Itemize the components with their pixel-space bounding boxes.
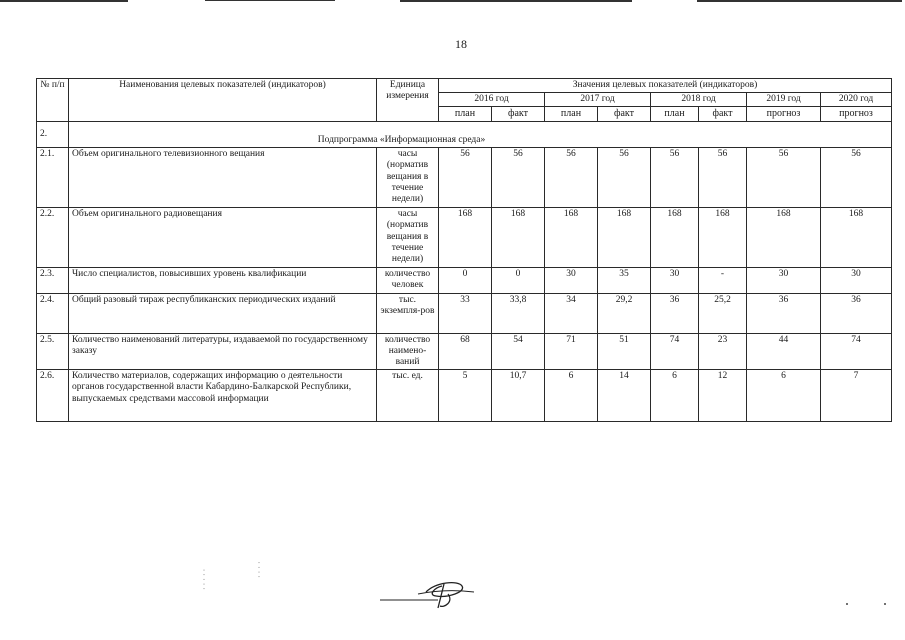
header-year: 2019 год [747,93,821,107]
header-name: Наименования целевых показателей (индикаторов) [69,79,377,122]
header-sub: факт [492,107,545,122]
row-value: 74 [651,333,699,370]
row-value: 5 [439,370,492,422]
row-value: 56 [492,148,545,208]
row-value: 29,2 [598,293,651,333]
table-row [37,208,892,268]
row-value: 7 [821,370,892,422]
page-number: 18 [455,37,467,51]
row-unit: тыс. ед. [377,370,439,422]
header-unit: Единица измерения [377,79,439,122]
row-value: 12 [699,370,747,422]
row-unit: количество человек [377,268,439,293]
row-value: 168 [699,208,747,268]
row-value: 33,8 [492,293,545,333]
signature [378,572,488,612]
row-name: Количество материалов, содержащих информацию о деятельности органов государственной власти Кабардино-Балкарской Республики, выпускаемых средствами массовой информации [69,370,377,422]
section-title: Подпрограмма «Информационная среда» [69,122,892,148]
header-year: 2016 год [439,93,545,107]
row-value: 36 [747,293,821,333]
row-value: 30 [651,268,699,293]
row-value: 51 [598,333,651,370]
section-num: 2. [37,122,69,148]
margin-mark: · · · · · [200,568,209,590]
row-value: 0 [439,268,492,293]
table-body [37,148,892,422]
scan-line [697,0,902,2]
row-value: 30 [545,268,598,293]
row-value: 44 [747,333,821,370]
header-row [37,79,892,93]
row-value: 68 [439,333,492,370]
table-row [37,148,892,208]
row-value: 6 [545,370,598,422]
header-sub: план [545,107,598,122]
header-num: № п/п [37,79,69,122]
row-value: 36 [821,293,892,333]
row-value: 0 [492,268,545,293]
header-year: 2020 год [821,93,892,107]
header-sub: план [651,107,699,122]
scan-line [400,0,632,2]
table-row [37,370,892,422]
header-sub: прогноз [821,107,892,122]
table-row [37,293,892,333]
row-num: 2.4. [37,293,69,333]
row-value: 35 [598,268,651,293]
speck [846,603,848,605]
row-value: 56 [598,148,651,208]
table-row [37,333,892,370]
row-value: 168 [598,208,651,268]
row-value: 56 [699,148,747,208]
row-value: 6 [747,370,821,422]
row-value: 34 [545,293,598,333]
section-row [37,122,892,148]
row-unit: тыс. экземпля-ров [377,293,439,333]
row-value: 33 [439,293,492,333]
row-name: Общий разовый тираж республиканских периодических изданий [69,293,377,333]
row-value: 168 [747,208,821,268]
row-value: 168 [821,208,892,268]
row-value: 56 [545,148,598,208]
row-value: 36 [651,293,699,333]
header-year: 2018 год [651,93,747,107]
row-unit: часы (норматив вещания в течение недели) [377,148,439,208]
header-sub: факт [598,107,651,122]
table-row [37,268,892,293]
row-unit: часы (норматив вещания в течение недели) [377,208,439,268]
row-value: 56 [651,148,699,208]
row-num: 2.3. [37,268,69,293]
row-value: 56 [821,148,892,208]
row-value: 56 [747,148,821,208]
row-value: 168 [439,208,492,268]
row-name: Объем оригинального телевизионного вещания [69,148,377,208]
row-value: 168 [492,208,545,268]
row-value: 14 [598,370,651,422]
row-value: 168 [545,208,598,268]
row-value: 168 [651,208,699,268]
margin-mark: · · · · [255,561,264,578]
row-name: Объем оригинального радиовещания [69,208,377,268]
row-value: 54 [492,333,545,370]
row-value: 6 [651,370,699,422]
header-sub: факт [699,107,747,122]
header-sub: прогноз [747,107,821,122]
header-values-group: Значения целевых показателей (индикаторов) [439,79,892,93]
header-year: 2017 год [545,93,651,107]
scan-line [205,0,335,1]
speck [884,603,886,605]
row-num: 2.2. [37,208,69,268]
row-num: 2.1. [37,148,69,208]
row-num: 2.6. [37,370,69,422]
scan-line [0,0,128,2]
row-value: 30 [747,268,821,293]
row-value: 56 [439,148,492,208]
row-value: 71 [545,333,598,370]
header-sub: план [439,107,492,122]
row-value: - [699,268,747,293]
row-value: 25,2 [699,293,747,333]
row-name: Количество наименований литературы, издаваемой по государственному заказу [69,333,377,370]
row-value: 23 [699,333,747,370]
indicators-table [36,78,892,422]
row-name: Число специалистов, повысивших уровень квалификации [69,268,377,293]
row-unit: количество наимено-ваний [377,333,439,370]
row-value: 30 [821,268,892,293]
row-value: 10,7 [492,370,545,422]
row-num: 2.5. [37,333,69,370]
row-value: 74 [821,333,892,370]
